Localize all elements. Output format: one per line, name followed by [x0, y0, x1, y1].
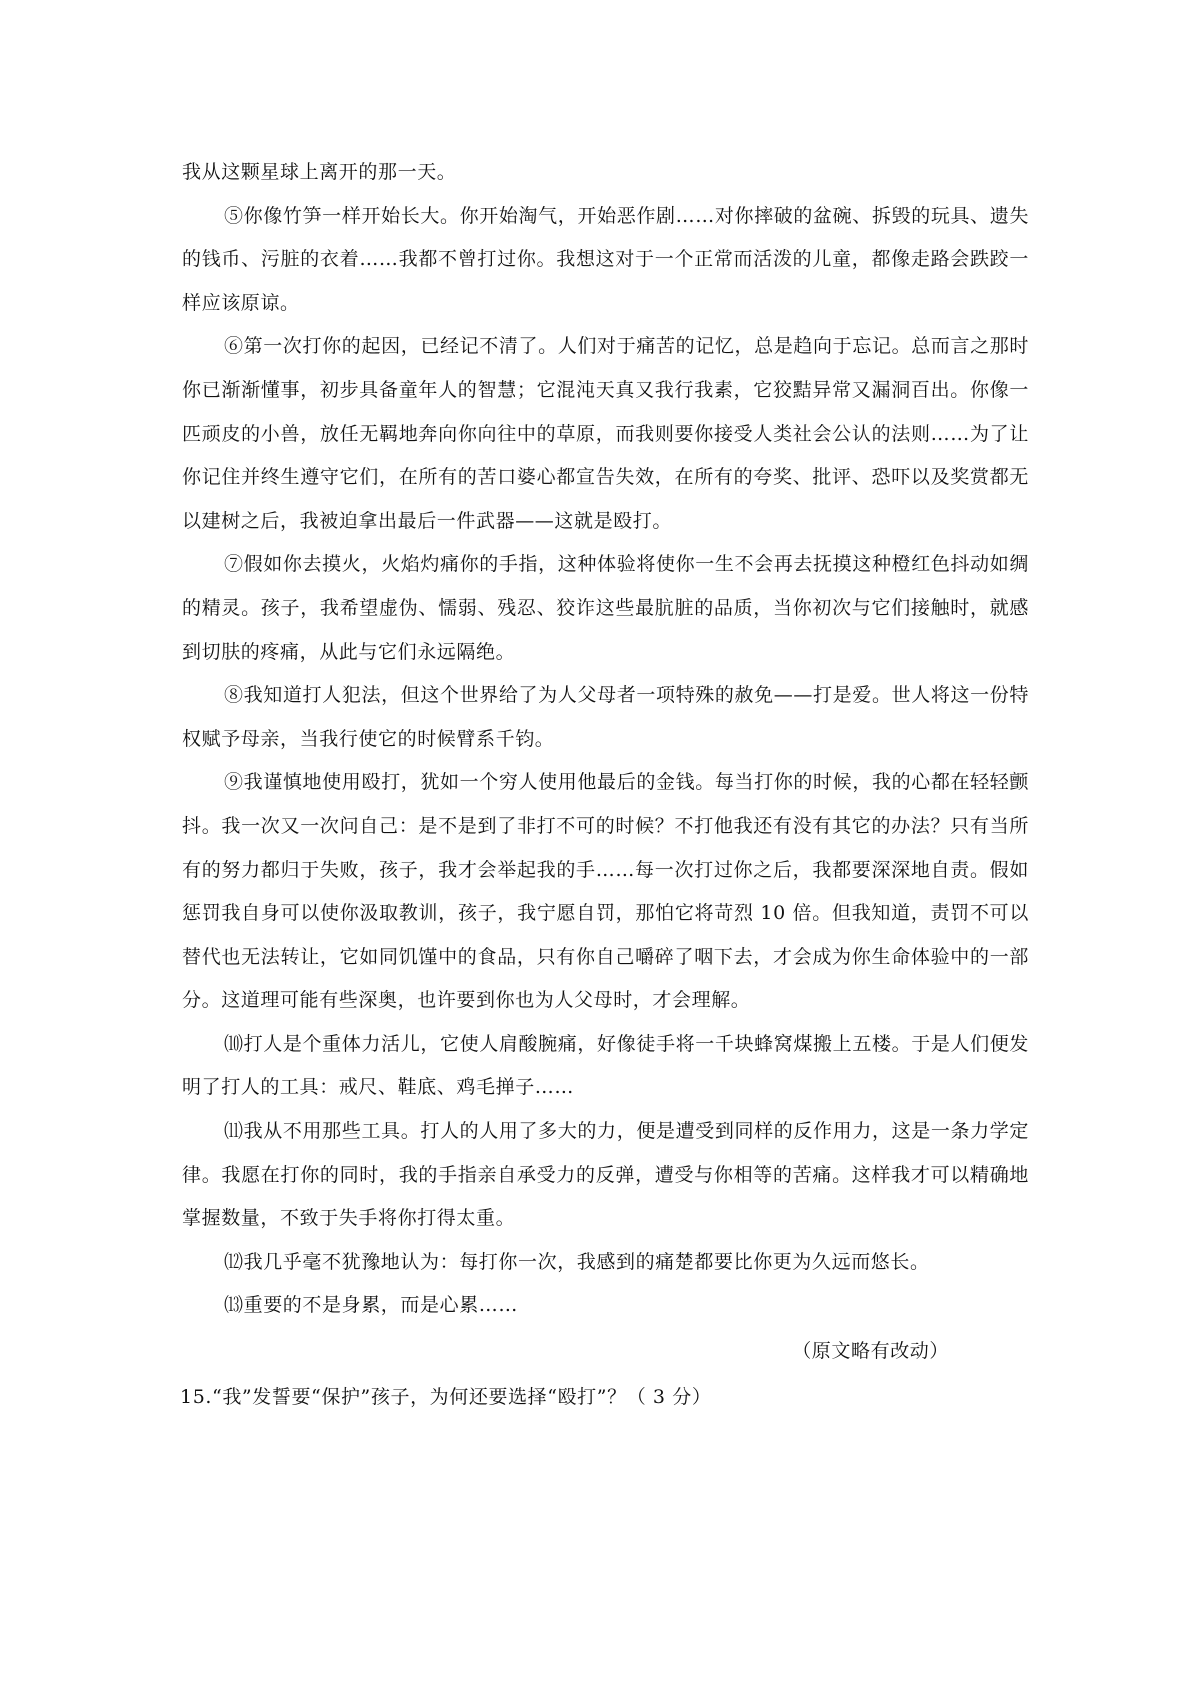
paragraph-7: ⑦假如你去摸火，火焰灼痛你的手指，这种体验将使你一生不会再去抚摸这种橙红色抖动如绸的精灵。孩子，我希望虚伪、懦弱、残忍、狡诈这些最肮脏的品质，当你初次与它们接触时，就感到切肤的疼痛，从此与它们永远隔绝。 [182, 553, 1029, 663]
paragraph-11: ⑾我从不用那些工具。打人的人用了多大的力，便是遭受到同样的反作用力，这是一条力学定律。我愿在打你的同时，我的手指亲自承受力的反弹，遭受与你相等的苦痛。这样我才可以精确地掌握数量，不致于失手将你打得太重。 [182, 1120, 1029, 1230]
paragraph-12: ⑿我几乎毫不犹豫地认为：每打你一次，我感到的痛楚都要比你更为久远而悠长。 [224, 1250, 930, 1273]
paragraph-13: ⒀重要的不是身累，而是心累…… [224, 1294, 519, 1317]
question-15: 15.“我”发誓要“保护”孩子，为何还要选择“殴打”？（ 3 分） [180, 1385, 712, 1408]
source-note: （原文略有改动） [792, 1340, 949, 1363]
paragraph-9: ⑨我谨慎地使用殴打，犹如一个穷人使用他最后的金钱。每当打你的时候，我的心都在轻轻颤抖。我一次又一次问自己：是不是到了非打不可的时候？不打他我还有没有其它的办法？只有当所有的努力都归于失败，孩子，我才会举起我的手……每一次打过你之后，我都要深深地自责。假如惩罚我自身可以使你汲取教训，孩子，我宁愿自罚，那怕它将苛烈 10 倍。但我知道，责罚不可以替代也无法转让，它如同饥馑中的食品，只有你自己嚼碎了咽下去，才会成为你生命体验中的一部分。这道理可能有些深奥，也许要到你也为人父母时，才会理解。 [182, 771, 1029, 1012]
document-page [182, 151, 1029, 1419]
paragraph-8: ⑧我知道打人犯法，但这个世界给了为人父母者一项特殊的赦免——打是爱。世人将这一份特权赋予母亲，当我行使它的时候臂系千钧。 [182, 684, 1029, 750]
paragraph-5: ⑤你像竹笋一样开始长大。你开始淘气，开始恶作剧……对你摔破的盆碗、拆毁的玩具、遗失的钱币、污脏的衣着……我都不曾打过你。我想这对于一个正常而活泼的儿童，都像走路会跌跤一样应该原谅。 [182, 204, 1029, 314]
continuation-text: 我从这颗星球上离开的那一天。 [182, 161, 457, 183]
paragraph-6: ⑥第一次打你的起因，已经记不清了。人们对于痛苦的记忆，总是趋向于忘记。总而言之那时你已渐渐懂事，初步具备童年人的智慧；它混沌天真又我行我素，它狡黠异常又漏洞百出。你像一匹顽皮的小兽，放任无羁地奔向你向往中的草原，而我则要你接受人类社会公认的法则……为了让你记住并终生遵守它们，在所有的苦口婆心都宣告失效，在所有的夸奖、批评、恐吓以及奖赏都无以建树之后，我被迫拿出最后一件武器——这就是殴打。 [182, 335, 1029, 532]
paragraph-10: ⑽打人是个重体力活儿，它使人肩酸腕痛，好像徒手将一千块蜂窝煤搬上五楼。于是人们便发明了打人的工具：戒尺、鞋底、鸡毛掸子…… [182, 1032, 1029, 1099]
